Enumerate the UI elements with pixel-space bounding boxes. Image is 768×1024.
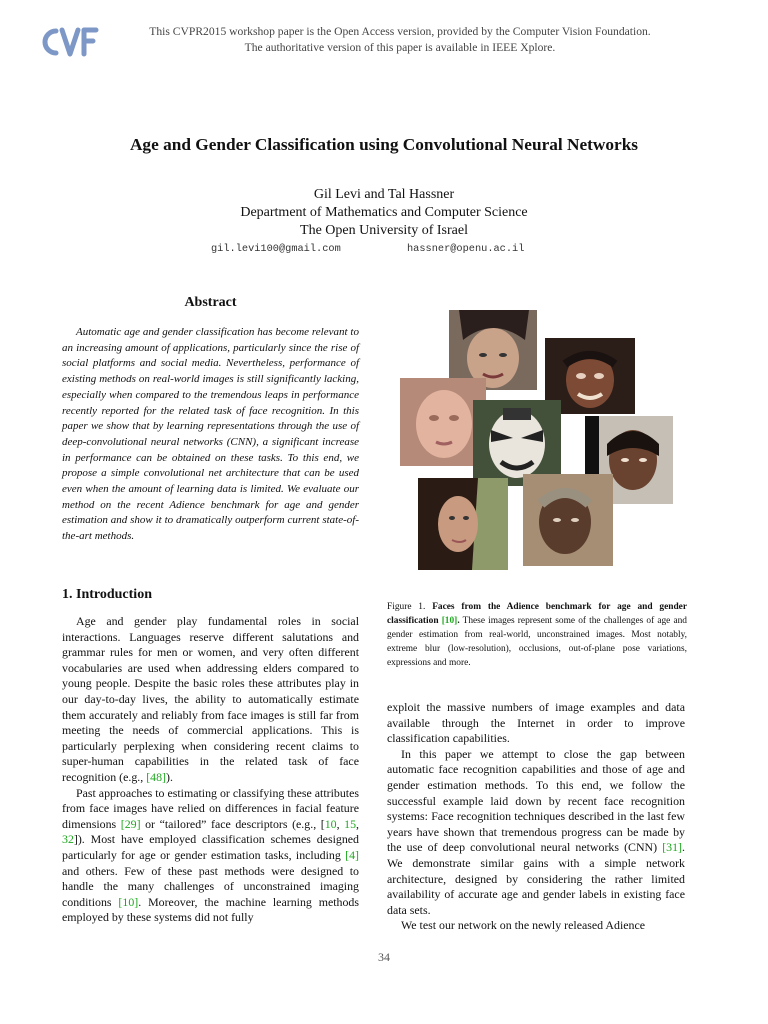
page-number: 34 bbox=[378, 950, 390, 964]
figure-1-caption: Figure 1. Faces from the Adience benchmark for age and gender classification [10]. These images represent some of the challenges of age and gender estimation from real-world, unconstrained images. Most notably, extreme blur (low-resolution), occlusions, out-of-plane pose variations, expressions and more. bbox=[387, 602, 687, 668]
citation-link[interactable]: [4] bbox=[345, 847, 359, 862]
author-department: Department of Mathematics and Computer Science bbox=[240, 205, 528, 220]
intro-left-column bbox=[62, 614, 359, 926]
intro-paragraph-2: Past approaches to estimating or classifying these attributes from face images have relied on differences in facial feature dimensions [29] or “tailored” face descriptors (e.g., [10, 15, 32]). Most have employed classification schemes designed particularly for age or gender estimation tasks, including [4] and others. Few of these past methods were designed to handle the many challenges of unconstrained imaging conditions [10]. Moreover, the machine learning methods employed by these systems did not fully bbox=[62, 785, 359, 925]
section-heading-introduction: 1. Introduction bbox=[62, 587, 152, 602]
face-image bbox=[418, 478, 508, 570]
citation-link[interactable]: [10] bbox=[118, 894, 139, 909]
citation-link[interactable]: 10 bbox=[324, 816, 337, 831]
header-line-1: This CVPR2015 workshop paper is the Open Access version, provided by the Computer Vision Foundation. bbox=[149, 25, 651, 38]
abstract-text: Automatic age and gender classification has become relevant to an increasing amount of applications, particularly since the rise of social platforms and social media. Nevertheless, performance of existing methods on real-world images is still significantly lacking, especially when compared to the tremendous leaps in performance recently reported for the related task of face recognition. In this paper we show that by learning representations through the use of deep-convolutional neural networks (CNN), a significant increase in performance can be obtained on these tasks. To this end, we propose a simple convolutional net architecture that can be used even when the amount of learning data is limited. We evaluate our method on the recent Adience benchmark for age and gender estimation and show it to dramatically outperform current state-of-the-art methods. bbox=[62, 326, 359, 543]
citation-link[interactable]: [31] bbox=[662, 840, 683, 855]
intro-right-column bbox=[387, 700, 685, 934]
citation-link[interactable]: 32 bbox=[62, 832, 74, 847]
intro-paragraph-1: Age and gender play fundamental roles in social interactions. Languages reserve different salutations and grammar rules for men or women, and very often different vocabularies are used when addressing elders compared to young people. Despite the basic roles these attributes play in our day-to-day lives, the ability to automatically estimate them accurately and reliably from face images is still far from meeting the needs of commercial applications. This is particularly perplexing when considering recent claims to super-human capabilities in the related task of face recognition (e.g., [48]). bbox=[62, 614, 359, 784]
citation-link[interactable]: 15 bbox=[344, 816, 357, 831]
right-paragraph-2: In this paper we attempt to close the gap between automatic face recognition capabilities and those of age and gender estimation methods. To this end, we follow the successful example laid down by recent face recognition systems: Face recognition techniques described in the last few years have shown that tremendous progress can be made by the use of deep convolutional neural networks (CNN) [31]. We demonstrate similar gains with a simple network architecture, designed by considering the rather limited availability of accurate age and gender labels in existing face data sets. bbox=[387, 746, 685, 917]
cvf-logo bbox=[40, 22, 102, 62]
citation-link[interactable]: [48] bbox=[146, 769, 167, 784]
author-university: The Open University of Israel bbox=[300, 223, 468, 238]
right-paragraph-3: We test our network on the newly released Adience bbox=[401, 918, 646, 933]
author-names: Gil Levi and Tal Hassner bbox=[313, 187, 455, 202]
citation-link[interactable]: [10] bbox=[441, 616, 458, 626]
author-email-2: hassner@openu.ac.il bbox=[407, 243, 525, 255]
citation-link[interactable]: [29] bbox=[120, 816, 141, 831]
author-email-1: gil.levi100@gmail.com bbox=[211, 243, 341, 255]
paper-title: Age and Gender Classification using Convolutional Neural Networks bbox=[129, 135, 639, 154]
abstract-heading: Abstract bbox=[184, 295, 237, 310]
right-paragraph-1: exploit the massive numbers of image examples and data available through the Internet in order to improve classification capabilities. bbox=[387, 700, 685, 746]
face-image bbox=[523, 474, 613, 566]
figure-1-face-collage bbox=[380, 300, 690, 585]
header-line-2: The authoritative version of this paper is available in IEEE Xplore. bbox=[244, 41, 556, 54]
